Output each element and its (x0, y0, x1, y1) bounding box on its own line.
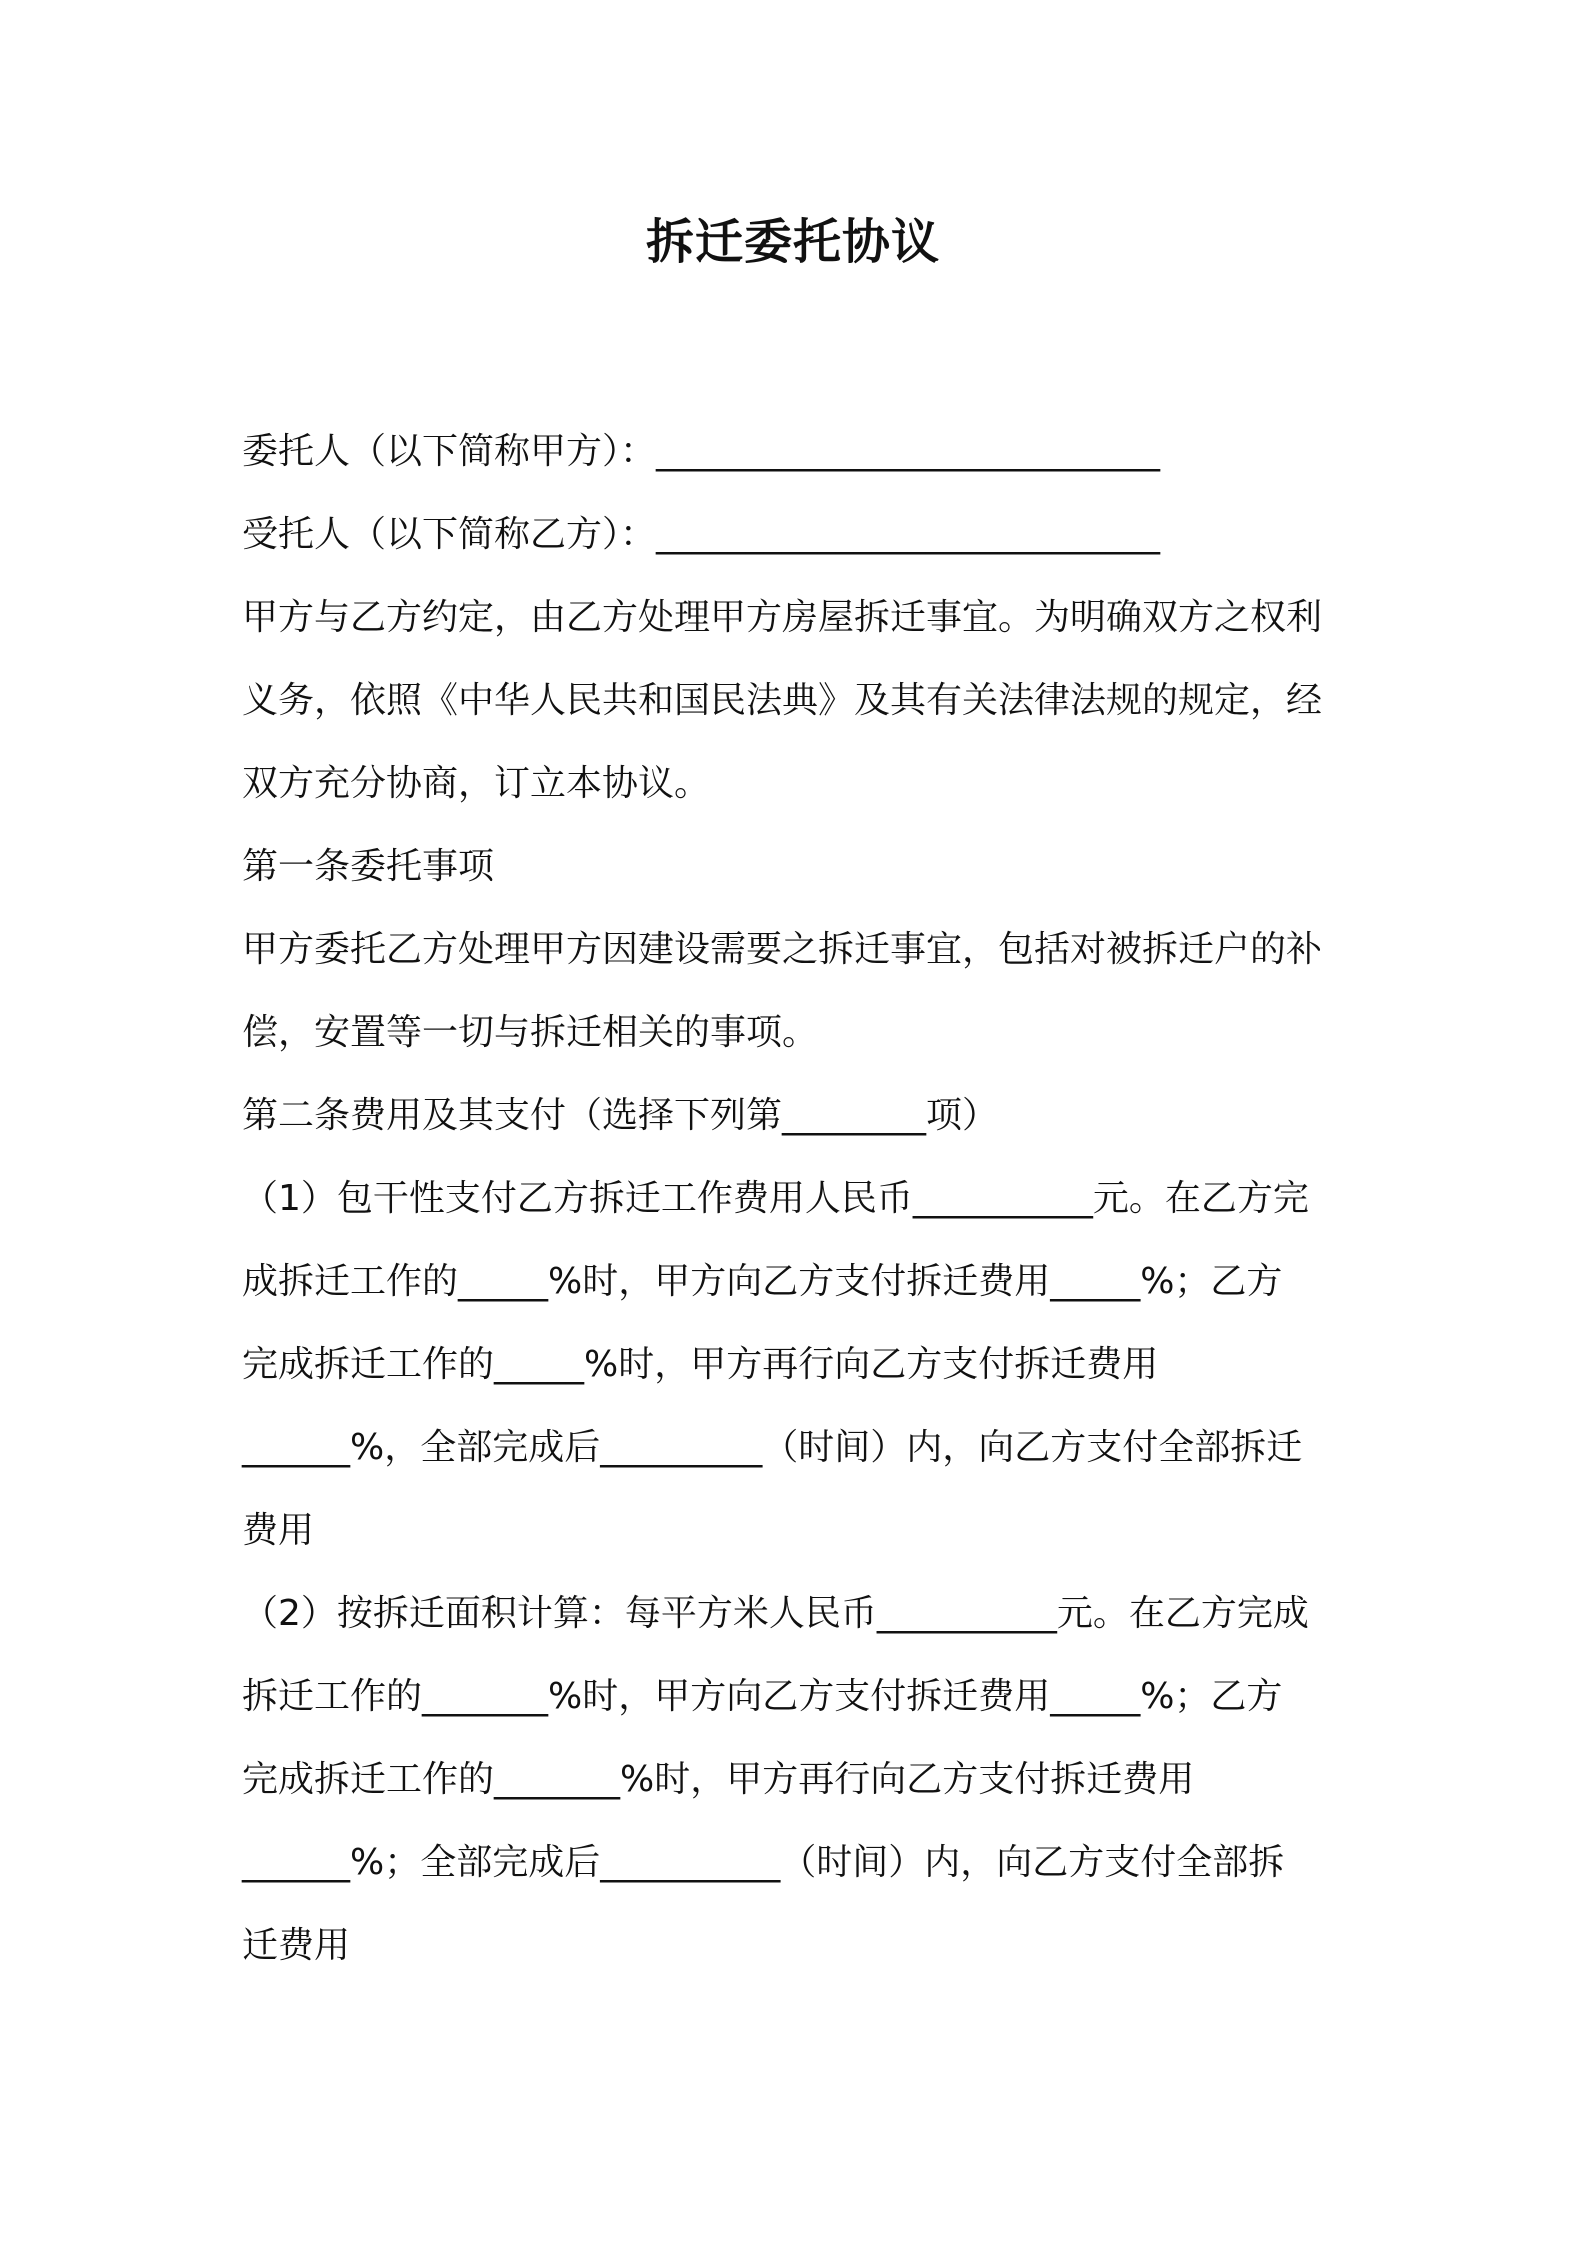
article-2-option-1-line-3: 完成拆迁工作的_____%时，甲方再行向乙方支付拆迁费用 (242, 1344, 1159, 1385)
article-2-option-2-line-3: 完成拆迁工作的_______%时，甲方再行向乙方支付拆迁费用 (242, 1759, 1195, 1800)
article-1-heading: 第一条委托事项 (242, 846, 495, 887)
article-2-option-2-line-1: （2）按拆迁面积计算：每平方米人民币__________元。在乙方完成 (242, 1593, 1309, 1634)
article-2-option-1-line-4: ______%，全部完成后_________（时间）内，向乙方支付全部拆迁 (242, 1427, 1303, 1468)
text-line-preamble-3: 双方充分协商，订立本协议。 (242, 763, 711, 804)
document-body (242, 410, 1352, 1987)
article-1-text-1: 甲方委托乙方处理甲方因建设需要之拆迁事宜，包括对被拆迁户的补 (242, 929, 1323, 970)
text-line-agent: 受托人（以下简称乙方）：____________________________ (242, 514, 1161, 555)
article-2-option-1-line-1: （1）包干性支付乙方拆迁工作费用人民币__________元。在乙方完 (242, 1178, 1309, 1219)
article-1-text-2: 偿，安置等一切与拆迁相关的事项。 (242, 1012, 819, 1053)
article-2-option-2-line-5: 迁费用 (242, 1925, 351, 1966)
article-2-option-2-line-2: 拆迁工作的_______%时，甲方向乙方支付拆迁费用_____%；乙方 (242, 1676, 1283, 1717)
article-2-option-1-line-5: 费用 (242, 1510, 315, 1551)
document-title: 拆迁委托协议 (645, 214, 940, 270)
article-2-heading: 第二条费用及其支付（选择下列第________项） (242, 1095, 999, 1136)
text-line-principal: 委托人（以下简称甲方）：____________________________ (242, 431, 1161, 472)
article-2-option-1-line-2: 成拆迁工作的_____%时，甲方向乙方支付拆迁费用_____%；乙方 (242, 1261, 1283, 1302)
text-line-preamble-1: 甲方与乙方约定，由乙方处理甲方房屋拆迁事宜。为明确双方之权利 (242, 597, 1323, 638)
article-2-option-2-line-4: ______%；全部完成后__________（时间）内，向乙方支付全部拆 (242, 1842, 1285, 1883)
text-line-preamble-2: 义务，依照《中华人民共和国民法典》及其有关法律法规的规定，经 (242, 680, 1323, 721)
